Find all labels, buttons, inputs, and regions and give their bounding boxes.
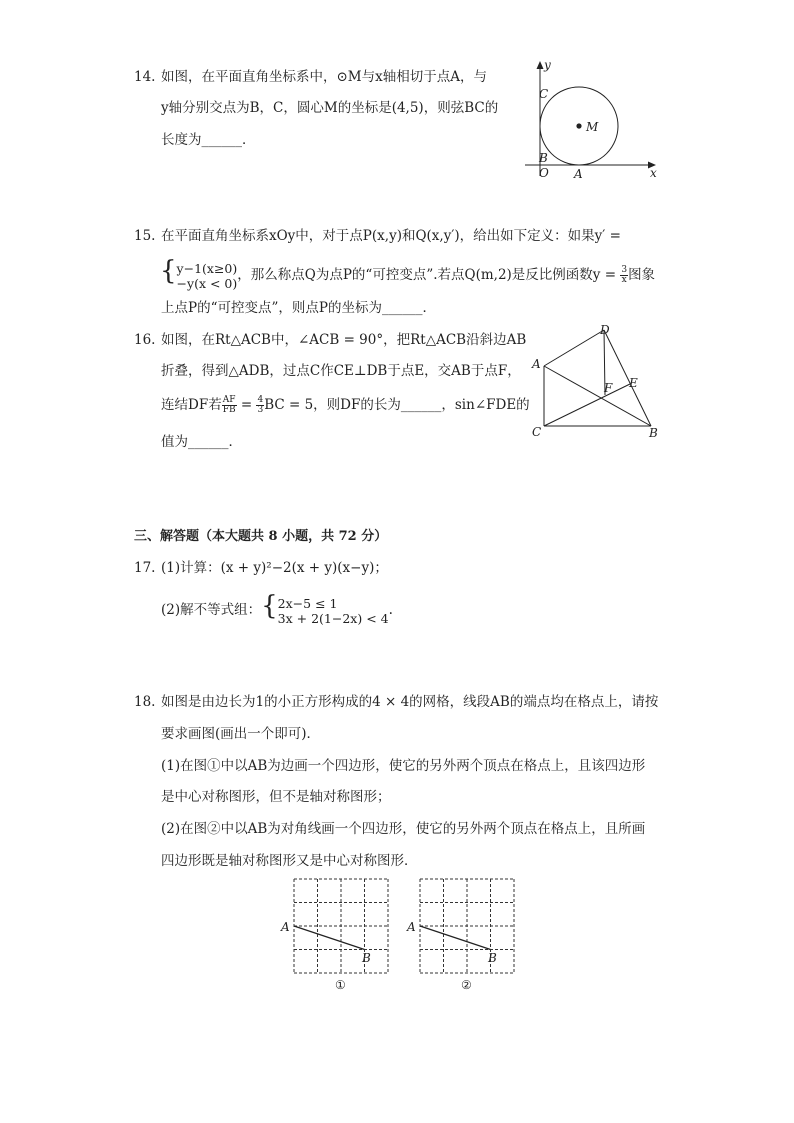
grid-figure-2 (404, 876, 524, 994)
q15-line3: 上点P的“可控变点”，则点P的坐标为______． (161, 300, 436, 316)
grid-2-lines (420, 879, 514, 973)
q18-line2: 要求画图(画出一个即可)． (161, 726, 321, 742)
q16-line2: 折叠，得到△ADB，过点C作CE⊥DB于点E，交AB于点F， (161, 363, 521, 379)
q16-frac-den: FB (222, 405, 236, 415)
q16-frac2-den: 3 (257, 405, 264, 415)
y-axis-arrow (537, 61, 544, 69)
grid-1-caption: ① (335, 978, 346, 992)
q15-line2-end: 图象 (628, 267, 656, 283)
q16-frac2-num: 4 (257, 395, 264, 405)
segment-db (604, 330, 651, 426)
q15-case2: −y(x < 0) (176, 275, 238, 291)
label-a: A (574, 167, 583, 181)
q15-frac-den: x (621, 275, 627, 285)
q18-line3: (1)在图①中以AB为边画一个四边形，使它的另外两个顶点在格点上，且该四边形 (161, 758, 646, 774)
q17-part2 (161, 587, 393, 627)
segment-ab-grid-1 (294, 926, 365, 950)
q14-line1: 如图，在平面直角坐标系中，⊙M与x轴相切于点A，与 (161, 69, 487, 85)
grid-1-label-b: B (362, 951, 371, 965)
grid-2-label-a: A (407, 920, 416, 934)
q18-line4: 是中心对称图形，但不是轴对称图形； (161, 789, 391, 805)
q14-number: 14. (134, 69, 156, 85)
q16-line3-b: BC = 5，则DF的长为______，sin∠FDE的 (264, 397, 530, 413)
label-x: x (650, 166, 657, 180)
label-f: F (604, 381, 613, 395)
grid-2-caption: ② (461, 978, 472, 992)
q15-fraction (620, 266, 628, 285)
label-b: B (539, 151, 548, 165)
q16-figure-fold-triangle (528, 320, 668, 442)
label-c: C (532, 425, 542, 439)
segment-ab-grid-2 (420, 926, 491, 950)
label-m: M (586, 120, 599, 134)
q15-piecewise (177, 261, 238, 291)
segment-ab (544, 366, 651, 426)
q16-fraction-af-fb (222, 396, 237, 415)
q17-ineq1: 2x−5 ≤ 1 (277, 595, 338, 611)
q15-frac-num: 3 (621, 265, 628, 275)
q16-line3-eq: = (236, 397, 257, 413)
q17-inequality-system (278, 596, 389, 626)
segment-ad (544, 330, 604, 366)
q14-line3: 长度为______． (161, 132, 256, 148)
q17-number: 17. (134, 560, 156, 576)
q16-frac-num: AF (222, 395, 236, 405)
grid-1-lines (294, 879, 388, 973)
section-three-heading: 三、解答题（本大题共 8 小题，共 72 分） (134, 529, 388, 544)
q16-line3-a: 连结DF若 (161, 397, 222, 413)
q15-number: 15. (134, 228, 156, 244)
label-c: C (539, 87, 549, 101)
q17-part2-end: . (388, 602, 393, 618)
q18-number: 18. (134, 694, 156, 710)
q16-line4: 值为______． (161, 434, 242, 450)
q18-line5: (2)在图②中以AB为对角线画一个四边形，使它的另外两个顶点在格点上，且所画 (161, 821, 646, 837)
grid-1-label-a: A (281, 920, 290, 934)
label-y: y (544, 58, 551, 72)
q16-line3 (161, 392, 530, 418)
q18-line6: 四边形既是轴对称图形又是中心对称图形． (161, 853, 418, 869)
q14-line2: y轴分别交点为B，C，圆心M的坐标是(4,5)，则弦BC的 (161, 100, 499, 116)
q14-figure-circle-axes (520, 58, 665, 183)
label-a: A (532, 357, 541, 371)
q15-case1: y−1(x≥0) (176, 260, 238, 276)
q15-brace: { (160, 256, 177, 286)
q17-part2-label: (2)解不等式组： (161, 602, 262, 618)
grid-2-label-b: B (488, 951, 497, 965)
q18-line1: 如图是由边长为1的小正方形构成的4 × 4的网格，线段AB的端点均在格点上，请按 (161, 694, 659, 710)
label-d: D (600, 323, 610, 337)
q16-line1: 如图，在Rt△ACB中，∠ACB = 90°，把Rt△ACB沿斜边AB (161, 332, 527, 348)
label-e: E (629, 376, 638, 390)
q15-line2 (160, 252, 655, 292)
q15-line2-mid: ，那么称点Q为点P的“可控变点”.若点Q(m,2)是反比例函数y = (237, 267, 617, 283)
label-b: B (649, 426, 658, 440)
label-o: O (539, 166, 549, 180)
q16-number: 16. (134, 332, 156, 348)
grid-figure-1 (278, 876, 398, 994)
center-m-point (576, 123, 581, 128)
q17-ineq2: 3x + 2(1−2x) < 4 (277, 610, 389, 626)
q17-part1: (1)计算：(x + y)²−2(x + y)(x−y)； (161, 560, 388, 576)
q17-brace: { (261, 591, 278, 621)
q15-line1: 在平面直角坐标系xOy中，对于点P(x,y)和Q(x,y′)，给出如下定义：如果y′ = (161, 228, 621, 244)
